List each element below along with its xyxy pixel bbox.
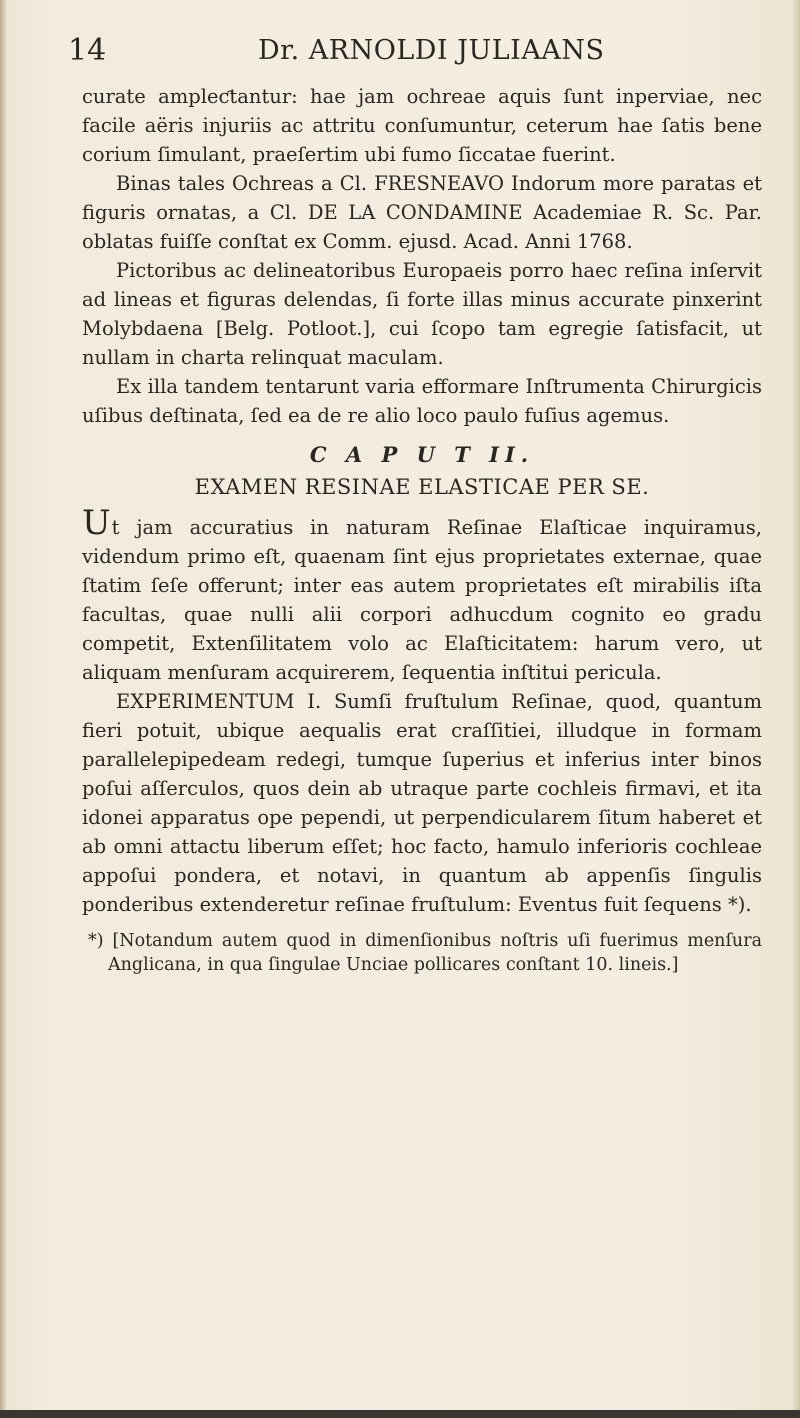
body-text [82,82,762,977]
paragraph-experimentum: EXPERIMENTUM I. Sumſi fruſtulum Reſinae, quod, quantum fieri potuit, ubique aequalis erat craſſitiei, illudque in formam parallelepipedeam redegi, tumque ſuperius et inferius inter binos poſui aſſerculos, quos dein ab utraque parte cochleis firmavi, et ita idonei apparatus ope pependi, ut perpendicularem ſitum haberet et ab omni attactu liberum eſſet; hoc facto, hamulo inferioris cochleae appoſui pondera, et notavi, in quantum ab appenſis ſingulis ponderibus extenderetur reſinae fruſtulum: Eventus fuit ſequens *). [82,690,762,916]
section-title: EXAMEN RESINAE ELASTICAE PER SE. [194,475,650,499]
footnote: *) [Notandum autem quod in dimenſionibus noſtris uſi fuerimus menſura Anglicana, in qua ſingulae Unciae pollicares conſtant 10. lineis.] [88,931,762,975]
chapter-heading: C A P U T II. [309,442,535,467]
page-number: 14 [68,33,107,68]
page-binding-edge [0,0,6,1418]
page-header [68,34,758,68]
paragraph-instrumenta: Ex illa tandem tentarunt varia efformare Inſtrumenta Chirurgicis uſibus deſtinata, ſed ea de re alio loco paulo fuſius agemus. [82,375,762,427]
paragraph-ut-jam: Ut jam accuratius in naturam Reſinae Elaſticae inquiramus, videndum primo eſt, quaenam ſint ejus proprietates externae, quae ſtatim ſeſe offerunt; inter eas autem proprietates eſt mirabilis iſta facultas, quae nulli alii corpori adhucdum cognito eo gradu competit, Extenſilitatem volo ac Elaſticitatem: harum vero, ut aliquam menſuram acquirerem, ſequentia inſtitui pericula. [82,503,762,684]
paragraph-ochreae: curate ampleƈtantur: hae jam ochreae aquis ſunt inperviae, nec facile aëris injuriis ac attritu conſumuntur, ceterum hae ſatis bene corium ſimulant, praeſertim ubi fumo ſiccatae fuerint. [82,85,762,166]
page-right-edge [792,0,800,1418]
scan-bottom-border [0,1410,800,1418]
paragraph-binas-ochreas: Binas tales Ochreas a Cl. FRESNEAVO Indorum more paratas et figuris ornatas, a Cl. DE LA CONDAMINE Academiae R. Sc. Par. oblatas fuiſſe conſtat ex Comm. ejusd. Acad. Anni 1768. [82,172,762,253]
paragraph-pictoribus: Pictoribus ac delineatoribus Europaeis porro haec reſina inſervit ad lineas et figuras delendas, ſi forte illas minus accurate pinxerint Molybdaena [Belg. Potloot.], cui ſcopo tam egregie ſatisfacit, ut nullam in charta relinquat maculam. [82,259,762,369]
running-head: Dr. ARNOLDI JULIAANS [258,35,605,66]
